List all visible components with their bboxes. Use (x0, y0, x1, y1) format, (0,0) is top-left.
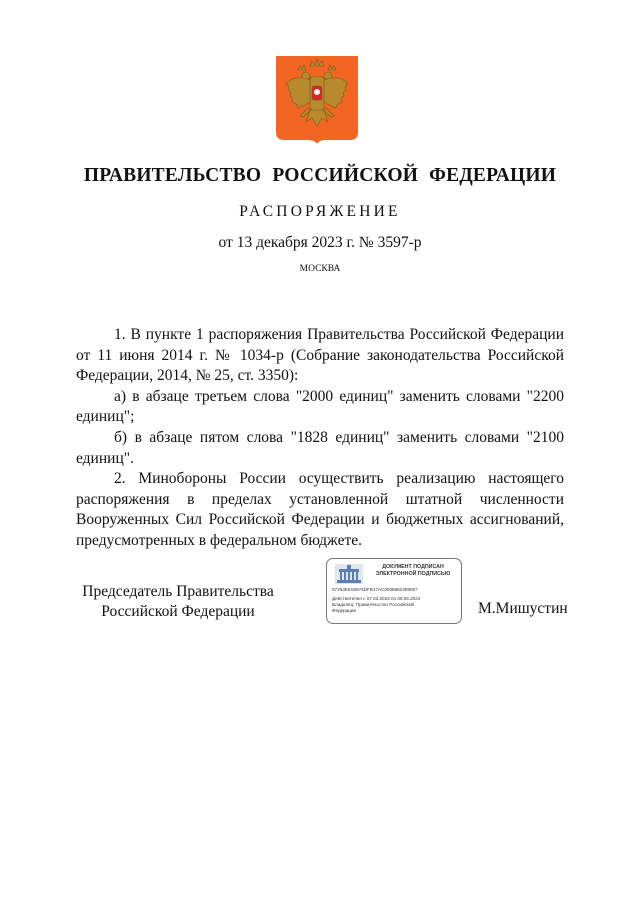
paragraph-item-1a: а) в абзаце третьем слова "2000 единиц" заменить словами "2200 единиц"; (76, 387, 564, 426)
russian-coat-of-arms-icon (276, 56, 358, 144)
stamp-owner-line2: Федерации (332, 608, 357, 613)
signer-position-line2: Российской Федерации (101, 602, 255, 620)
document-date-number: от 13 декабря 2023 г. № 3597-р (218, 234, 422, 251)
government-building-icon (335, 564, 363, 584)
document-body (76, 325, 564, 552)
stamp-title (365, 564, 461, 578)
stamp-title-line2: ЭЛЕКТРОННОЙ ПОДПИСЬЮ (375, 571, 451, 577)
paragraph-item-2: 2. Минобороны России осуществить реализацию настоящего распоряжения в пределах установленной штатной численности Вооруженных Сил Российской Федерации и бюджетных ассигнований, предусмотренных в федеральном бюджете. (76, 470, 564, 549)
signer-position-line1: Председатель Правительства (82, 583, 274, 600)
electronic-signature-stamp (326, 558, 462, 624)
paragraph-item-1: 1. В пункте 1 распоряжения Правительства Российской Федерации от 11 июня 2014 г. № 1034-р (Собрание законодательства Российской Федерации, 2014, № 25, ст. 3350): (76, 326, 564, 385)
document-type: РАСПОРЯЖЕНИЕ (239, 203, 401, 220)
stamp-serial: 57253E0A6974DFB17AC000898235905? (332, 587, 418, 592)
stamp-title-line1: ДОКУМЕНТ ПОДПИСАН (382, 564, 444, 570)
stamp-validity: Действителен с 07.03.2023 по 30.05.2024 (332, 596, 421, 601)
signer-position (78, 582, 278, 621)
stamp-owner-line1: Владелец: Правительство Российской (332, 602, 414, 607)
government-title: ПРАВИТЕЛЬСТВО РОССИЙСКОЙ ФЕДЕРАЦИИ (83, 165, 557, 186)
document-city: МОСКВА (299, 264, 341, 274)
signer-name: М.Мишустин (478, 600, 568, 617)
paragraph-item-1b: б) в абзаце пятом слова "1828 единиц" заменить словами "2100 единиц". (76, 428, 564, 467)
